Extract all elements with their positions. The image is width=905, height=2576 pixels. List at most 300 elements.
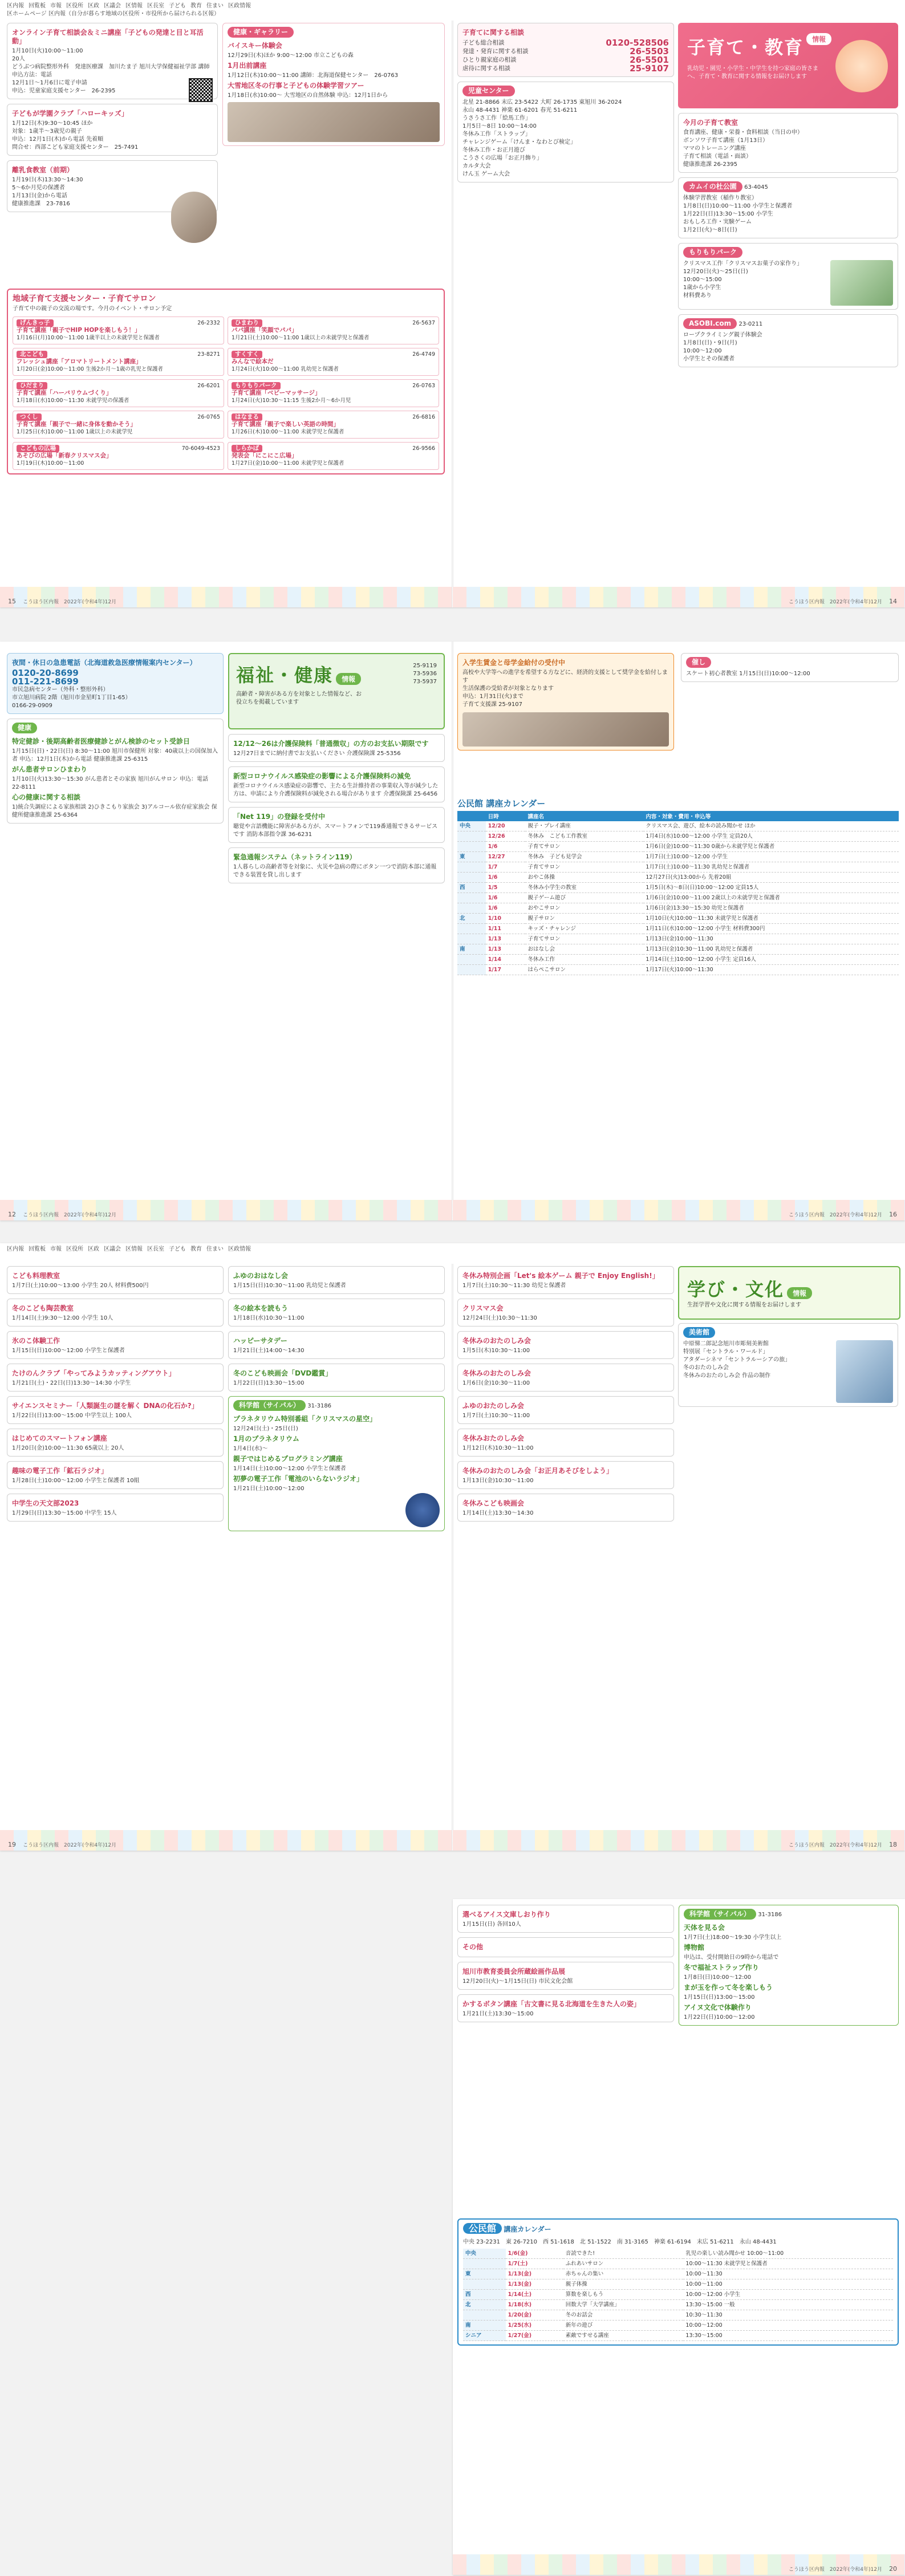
footer-right [453, 1830, 905, 1851]
s3-left-item-detail: 1月14日(土)9:30～12:00 小学生 10人 [12, 1315, 113, 1321]
s3-mid-item-title: ふゆのおはなし会 [233, 1272, 289, 1280]
cal-row [457, 821, 899, 831]
morimori-line: 1歳から小学生 [683, 285, 721, 291]
page-number: 14 [889, 598, 897, 605]
cal-date: 1/17 [486, 965, 526, 975]
s3-right-item-title: 冬休みこども映画会 [462, 1499, 525, 1507]
science-item-detail: 1月7日(土)18:00～19:30 小学生以上 [684, 1934, 782, 1941]
child-illustration [835, 40, 888, 92]
s4-left-item [457, 1994, 674, 2022]
senior-line: けん玉 ゲーム大会 [462, 171, 510, 177]
museum-line: 冬のおたのしみ会 [683, 1365, 729, 1371]
k-row [463, 2269, 893, 2279]
christmas-photo [830, 260, 893, 306]
k-org: 中央 [463, 2249, 506, 2259]
online-line: 12月1日～1月6日に電子申請 [12, 80, 87, 86]
health-item-detail: 1月18日(水)10:00～ 大雪地区の自然体験 申込：12月1日から [228, 92, 388, 99]
kominkan-sub: 講座カレンダー [504, 2225, 551, 2233]
k-detail: 13:30～15:00 [683, 2331, 893, 2341]
center-tel: 26-0765 [197, 414, 220, 420]
science-tag: 科学館（サイパル） [684, 1909, 756, 1920]
s3-right-item-title: 冬休みのおたのしみ会 [462, 1369, 531, 1377]
nav-link[interactable]: 区内報 [7, 1246, 24, 1252]
science-box-2 [679, 1905, 899, 2026]
nav-link[interactable]: 区長室 [147, 3, 164, 9]
senior-line: 永山 48-4431 神楽 61-6201 春光 51-6211 [462, 107, 578, 113]
s3-right-item-detail: 1月5日(木)10:30～11:00 [462, 1348, 530, 1354]
center-card [13, 411, 224, 439]
science-item-detail: 1月14日(土)10:00～12:00 小学生と保護者 [233, 1466, 346, 1472]
fukushi-item-title: 12/12～26は介護保険料「普通徴収」の方のお支払い期限です [233, 740, 429, 748]
s3-mid-item [228, 1299, 445, 1326]
building-illustration [462, 712, 669, 747]
center-event: 子育て講座「ベビーマッサージ」 [232, 390, 321, 396]
museum-line: 冬休みのおたのしみ会 作品の制作 [683, 1373, 771, 1379]
kenko-tag: 健康 [12, 723, 37, 733]
center-card-head [232, 445, 435, 452]
footer-right [453, 2554, 905, 2575]
center-card [13, 379, 224, 407]
science-item-detail: 1月22日(日)10:00～12:00 [684, 2014, 755, 2021]
nav-link[interactable]: 区役所 [66, 1246, 83, 1252]
s4-left-item-detail: 12月20日(火)～1月15日(日) 市民文化会館 [462, 1978, 573, 1985]
science-item-title: 天体を見る会 [684, 1924, 725, 1932]
nav-link[interactable]: 区長室 [147, 1246, 164, 1252]
spread-3 [0, 1243, 905, 1851]
cal-head-cell: 講座名 [525, 811, 643, 821]
page-info: こうほう区内報 2022年(令和4年)12月 [788, 599, 882, 605]
museum-line: アタダーシネマ「セントラルーシアの旅」 [683, 1357, 791, 1363]
k-name: 赤ちゃんの集い [563, 2269, 684, 2279]
s3-mid-item [228, 1364, 445, 1392]
cal-org [457, 934, 486, 944]
fukushi-badge: 情報 [336, 673, 361, 685]
s3-right-item [457, 1396, 674, 1424]
banner-sub: 乳幼児・園児・小学生・中学生を持つ家庭の皆さまへ、子育て・教育に関する情報をお届けします [687, 66, 818, 80]
night-title: 夜間・休日の急患電話（北海道救急医療情報案内センター） [12, 659, 197, 667]
nav-link[interactable]: 区内報 [7, 3, 24, 9]
k-org: 西 [463, 2290, 506, 2300]
cal-org [457, 903, 486, 914]
cal-date: 1/6 [486, 903, 526, 914]
phone-name: 発達・発育に関する相談 [462, 48, 529, 55]
center-event: 子育て講座「親子で一緒に身体を動かそう」 [17, 421, 136, 428]
nav-homepage: 区ホームページ 区内報（自分が暮らす地域の区役所・市役所から届けられる区報） [7, 11, 220, 17]
center-detail: 1月25日(水)10:00～11:00 1歳以上の未就学児 [17, 429, 133, 435]
center-name: しらかば [232, 445, 262, 452]
nav-link[interactable]: 区政 [88, 3, 99, 9]
edu-line: ボンソワ子育て講座（1月13日） [683, 137, 769, 144]
cal-row [457, 873, 899, 883]
phone-name: 子ども総合相談 [462, 39, 505, 46]
senior-line: 冬休み工作「ストラップ」 [462, 131, 531, 137]
center-name: 北こども [17, 351, 47, 358]
kamuy-line: 1月2日(火)～8日(日) [683, 227, 737, 233]
nav-link[interactable]: 区情報 [125, 3, 143, 9]
center-event: 発表会「にこにこ広場」 [232, 452, 298, 459]
s3-right-item-detail: 1月14日(土)13:30～14:30 [462, 1510, 534, 1516]
center-tel: 26-6816 [412, 414, 435, 420]
kamuy-box [678, 177, 898, 238]
center-card-head [232, 413, 435, 421]
nav-link[interactable]: 区政情報 [228, 1246, 251, 1252]
k-row [463, 2310, 893, 2321]
culture-title: 学び・文化 [687, 1279, 785, 1300]
edu-line: 子育て相談（電話・面談） [683, 153, 752, 160]
cal-date: 1/5 [486, 883, 526, 893]
infant-line: 5～6か月児の保護者 [12, 185, 65, 191]
cal-org: 東 [457, 852, 486, 862]
fukushi-item-detail: 1人暮らしの高齢者等を対象に、火災や急病の際にボタン一つで消防本部に通報できる装置を貸し出します [233, 864, 437, 878]
cal-date: 1/11 [486, 924, 526, 934]
center-card [228, 348, 439, 376]
s3-mid-item-detail: 1月22日(日)13:30～15:00 [233, 1380, 305, 1386]
cal-org [457, 842, 486, 852]
senior-line: 冬休み工作・お正月遊び [462, 147, 525, 153]
center-name: ひだまり [17, 382, 47, 390]
fukushi-tel1: 25-9119 [413, 663, 437, 669]
health-item-title: バイスキー体験会 [228, 42, 282, 50]
footer-left [0, 1830, 452, 1851]
s3-left-item-title: 中学生の天文部2023 [12, 1499, 79, 1507]
cal-detail: クリスマス会、遊び、絵本の読み聞かせ ほか [643, 821, 899, 831]
kominkan-tel: 永山 48-4431 [739, 2239, 777, 2245]
page-number: 16 [889, 1211, 897, 1218]
k-detail: 10:00～12:00 [683, 2321, 893, 2331]
cal-org: 中央 [457, 821, 486, 831]
ikuji-sub: 子育て中の親子の交流の場です。今月のイベント・サロン予定 [13, 306, 172, 312]
welfare-line: 子育て支援課 25-9107 [462, 701, 522, 708]
center-detail: 1月20日(金)10:00～11:00 生後2か月～1歳の乳児と保護者 [17, 366, 163, 372]
center-card-head [17, 319, 220, 327]
s3-right-item [457, 1299, 674, 1326]
online-line: 1月10日(火)10:00～11:00 [12, 48, 83, 54]
cal-name: キッズ・チャレンジ [525, 924, 643, 934]
center-card-head [17, 445, 220, 452]
k-date: 1/13(金) [506, 2279, 563, 2290]
health-item-detail: 1月12日(木)10:00～11:00 講師：北海道保健センター 26-0763 [228, 72, 399, 79]
fukushi-item-detail: 新型コロナウイルス感染症の影響で、主たる生計維持者の事業収入等が減少した方は、申請により介護保険料が減免される場合があります 介護保険課 25-6456 [233, 783, 439, 797]
asobi-box [678, 314, 898, 367]
top-nav [7, 1246, 898, 1253]
cal-row [457, 934, 899, 944]
page-19 [0, 1264, 452, 1851]
center-detail: 1月24日(火)10:30～11:15 生後2か月～6か月児 [232, 397, 351, 404]
phone-name: ひとり親家庭の相談 [462, 56, 517, 63]
cal-date: 1/6 [486, 842, 526, 852]
center-event: 子育て講座「ハーバリウムづくり」 [17, 390, 112, 396]
fukushi-tel2: 73-5936 [413, 671, 437, 677]
nav-link[interactable]: 区政 [88, 1246, 99, 1252]
cal-org: 北 [457, 914, 486, 924]
infant-line: 健康推進課 23-7816 [12, 201, 70, 207]
center-card [228, 379, 439, 407]
k-row [463, 2290, 893, 2300]
nav-link[interactable]: 市報 [50, 1246, 62, 1252]
tour-photo [228, 102, 440, 142]
online-line: 20人 [12, 56, 25, 62]
nav-link[interactable]: 教育 [190, 1246, 202, 1252]
cal-org [457, 893, 486, 903]
science-item-title: 1月のプラネタリウム [233, 1435, 299, 1443]
nav-link[interactable]: 回覧板 [29, 1246, 46, 1252]
cal-date: 1/13 [486, 944, 526, 955]
museum-box [678, 1323, 898, 1407]
nav-link[interactable]: 教育 [190, 3, 202, 9]
kamuy-tag: カムイの杜公園 [683, 181, 742, 192]
health-item-title: 1月出前講座 [228, 62, 267, 70]
spread-1 [0, 0, 905, 607]
senior-line: チャレンジゲーム「けんま・なわとび検定」 [462, 139, 576, 145]
cal-date: 1/6 [486, 893, 526, 903]
k-date: 1/13(金) [506, 2269, 563, 2279]
center-card-head [232, 351, 435, 358]
cal-detail: 1月6日(金)13:30～15:30 幼児と保護者 [643, 903, 899, 914]
s3-mid-item-title: 冬のこども映画会「DVD鑑賞」 [233, 1369, 332, 1377]
cal-head-cell: 日時 [486, 811, 526, 821]
center-detail: 1月18日(水)10:00～11:30 未就学児の保護者 [17, 397, 129, 404]
cal-row [457, 955, 899, 965]
nav-link[interactable]: 回覧板 [29, 3, 46, 9]
s4-left-item [457, 1905, 674, 1933]
center-detail: 1月21日(土)10:00～11:00 1歳以上の未就学児と保護者 [232, 335, 370, 341]
cal-name: 親子サロン [525, 914, 643, 924]
science-item-detail: 1月15日(日)13:00～15:00 [684, 1994, 755, 2001]
cal-name: 子育てサロン [525, 842, 643, 852]
s3-mid-item-title: ハッピーサタデー [233, 1337, 287, 1345]
s3-left-item-detail: 1月20日(金)10:00～11:30 65歳以上 20人 [12, 1445, 124, 1451]
nav-link[interactable]: 子ども [169, 1246, 186, 1252]
senior-line: こうさくの広場「お正月飾り」 [462, 155, 542, 161]
night-box [7, 653, 224, 714]
cal-row [457, 965, 899, 975]
science-item-title: 親子ではじめるプログラミング講座 [233, 1455, 343, 1463]
fukushi-banner [228, 653, 445, 729]
cal-org [457, 924, 486, 934]
s3-left-item-title: サイエンスセミナー「人類誕生の謎を解く DNAの化石か?」 [12, 1402, 198, 1410]
s3-right-item-detail: 12月24日(土)10:30～11:30 [462, 1315, 537, 1321]
center-event: フレッシュ講座「アロマトリートメント講座」 [17, 358, 142, 365]
nav-link[interactable]: 区政情報 [228, 3, 251, 9]
cal-date: 12/20 [486, 821, 526, 831]
morimori-line: 10:00～15:00 [683, 277, 722, 283]
nav-link[interactable]: 市報 [50, 3, 62, 9]
asobi-line: 1月8日(日)・9日(月) [683, 340, 737, 346]
fukushi-item-title: 緊急通報システム（ネットライン119） [233, 853, 356, 861]
s3-left-item-detail: 1月21日(土)・22日(日)13:30～14:30 小学生 [12, 1380, 131, 1386]
cal-name: おやこ体操 [525, 873, 643, 883]
k-name: 音読できた! [563, 2249, 684, 2259]
science-item-detail: 1月4日(水)～ [233, 1446, 268, 1452]
cal-row [457, 862, 899, 873]
center-tel: 26-6201 [197, 383, 220, 389]
culture-sub: 生涯学習や文化に関する情報をお届けします [687, 1302, 801, 1308]
k-name: 算数を楽しもう [563, 2290, 684, 2300]
kamuy-line: 1月22日(日)13:30～15:00 小学生 [683, 211, 773, 217]
kominkan-tel: 西 51-1618 [542, 2239, 574, 2245]
s4-left-item-title: その他 [462, 1943, 484, 1951]
spread-2 [0, 642, 905, 1220]
nav-link[interactable]: 区役所 [66, 3, 83, 9]
page-12 [0, 642, 452, 1220]
kenko-item-detail: 1月15日(日)・22日(日) 8:30～11:00 旭川市保健所 対象：40歳以上の国保加入者 申込：12月1日(木)から電話 健康推進課 25-6315 [12, 748, 218, 762]
k-org [463, 2310, 506, 2321]
science-item-title: 博物館 [684, 1944, 705, 1952]
cal-detail: 1月7日(土)10:00～12:00 小学生 [643, 852, 899, 862]
nav-link[interactable]: 区議会 [104, 3, 121, 9]
kominkan-tel: 南 31-3165 [616, 2239, 648, 2245]
k-name: ふれあいサロン [563, 2259, 684, 2269]
k-detail: 10:30～11:30 [683, 2310, 893, 2321]
cal-org [457, 965, 486, 975]
center-tel: 26-9566 [412, 445, 435, 452]
online-consult-box [7, 23, 218, 99]
cal-detail: 1月11日(水)10:00～12:00 小学生 材料費300円 [643, 924, 899, 934]
page-number: 15 [8, 598, 16, 605]
top-nav [7, 2, 898, 18]
s3-right-item-title: ふゆのおたのしみ会 [462, 1402, 525, 1410]
cal-date: 12/26 [486, 831, 526, 842]
statue-photo [836, 1340, 893, 1403]
welfare-line: 生活保護の受給者が対象となります [462, 685, 554, 692]
kamuy-line: おもしろ工作・実験ゲーム [683, 219, 752, 225]
welfare-title: 入学生賃金と母学金給付の受付中 [462, 659, 566, 667]
edu-line: ママのトレーニング講座 [683, 145, 746, 152]
cal-org [457, 862, 486, 873]
fukushi-sub: 高齢者・障害がある方を対象とした情報など、お役立ちを掲載しています [236, 691, 362, 705]
s3-left-item-title: 冬のこども陶芸教室 [12, 1304, 74, 1312]
cal-name: 冬休み 子ども見学会 [525, 852, 643, 862]
infant-title: 離乳食教室（前期） [12, 166, 74, 174]
cal-name: 冬休み こども工作教室 [525, 831, 643, 842]
nav-link[interactable]: 住まい [206, 1246, 224, 1252]
k-detail: 10:00～11:30 未就学児と保護者 [683, 2259, 893, 2269]
cal-org [457, 831, 486, 842]
nav-link[interactable]: 住まい [206, 3, 224, 9]
nav-link[interactable]: 区情報 [125, 1246, 143, 1252]
edu-title: 今月の子育て教室 [683, 119, 738, 127]
center-card-head [17, 382, 220, 390]
s3-right-item [457, 1494, 674, 1522]
cal-row [457, 944, 899, 955]
s4-left-item-title: かするボタン講座「古文書に見る北海道を生きた人の姿」 [462, 2000, 641, 2008]
s3-right-item [457, 1266, 674, 1294]
page-16 [453, 642, 905, 1220]
science-item-detail: 1月21日(土)10:00～12:00 [233, 1486, 305, 1492]
center-event: 子育て講座「親子でHIP HOPを楽しもう！」 [17, 327, 141, 334]
s3-right-item-title: 冬休みおたのしみ会 [462, 1434, 525, 1442]
k-row [463, 2249, 893, 2259]
health-box [222, 23, 445, 146]
cal-name: おやこサロン [525, 903, 643, 914]
s3-right-item-title: クリスマス会 [462, 1304, 504, 1312]
fukushi-item [228, 807, 445, 843]
cal-head-org [457, 811, 486, 821]
center-tel: 70-6049-4523 [181, 445, 220, 452]
welfare-box [457, 653, 674, 751]
cal-row [457, 842, 899, 852]
center-detail: 1月19日(木)10:00～11:00 [17, 460, 84, 466]
page-number: 20 [889, 2565, 897, 2573]
k-row [463, 2259, 893, 2269]
kominkan-tel: 北 51-1522 [579, 2239, 611, 2245]
club-title: 子どもが学園クラブ「ハローキッズ」 [12, 109, 128, 117]
kenko-item-detail: 1月10日(火)13:30～15:30 がん患者とその家族 旭川がんサロン 申込：電話 22-8111 [12, 776, 209, 790]
asobi-tel: 23-0211 [738, 321, 763, 327]
s3-mid-item [228, 1331, 445, 1359]
cal-name: 子育てサロン [525, 862, 643, 873]
science-tel: 31-3186 [758, 1912, 782, 1918]
k-org [463, 2259, 506, 2269]
museum-tag: 美術館 [683, 1327, 715, 1338]
s3-right-item [457, 1364, 674, 1392]
center-card [13, 317, 224, 344]
center-name: もりもりパーク [232, 382, 281, 390]
cal-org: 南 [457, 944, 486, 955]
s3-mid-item-detail: 1月15日(日)10:30～11:00 乳幼児と保護者 [233, 1283, 346, 1289]
senior-line: 北星 21-8866 末広 23-5422 大町 26-1735 東旭川 36-2024 [462, 99, 622, 106]
cal-row [457, 852, 899, 862]
cal-org: 西 [457, 883, 486, 893]
k-row [463, 2321, 893, 2331]
asobi-line: ロープクライミング親子体験会 [683, 332, 762, 338]
science-item-title: 初夢の電子工作「電池のいらないラジオ」 [233, 1475, 364, 1483]
museum-line: 特別展「セントラル・ワールド」 [683, 1349, 769, 1355]
nav-items [7, 2, 898, 10]
s3-left-item [7, 1461, 224, 1489]
center-card-head [17, 413, 220, 421]
morimori-box [678, 243, 898, 310]
center-name: こどもの広場 [17, 445, 59, 452]
cal-date: 1/10 [486, 914, 526, 924]
k-row [463, 2300, 893, 2310]
science-item-title: アイヌ文化で体験作り [684, 2003, 752, 2011]
center-card [228, 411, 439, 439]
cal-row [457, 893, 899, 903]
s3-left-item-detail: 1月22日(日)13:00～15:00 中学生以上 100人 [12, 1413, 132, 1419]
s3-right-item-detail: 1月12日(木)10:30～11:00 [462, 1445, 534, 1451]
s3-left-item [7, 1364, 224, 1392]
center-tel: 26-2332 [197, 320, 220, 326]
page-15 [0, 21, 452, 607]
welfare-line: 高校や大学等への進学を希望する方などに、経済的支援として奨学金を給付します [462, 670, 668, 684]
s4-left-item-title: 選べるアイス文庫しおり作り [462, 1910, 551, 1918]
cal-name: はらぺこサロン [525, 965, 643, 975]
kamuy-line: 体験学習教室（稲作り教室） [683, 195, 757, 201]
kenko-item-title: 特定健診・後期高齢者医療健診とがん検診のセット受診日 [12, 737, 190, 745]
fukushi-item [228, 847, 445, 883]
page-info: こうほう区内報 2022年(令和4年)12月 [23, 1212, 117, 1218]
cal-row [457, 914, 899, 924]
nav-link[interactable]: 子ども [169, 3, 186, 9]
cal-date: 1/14 [486, 955, 526, 965]
k-detail: 乳児の楽しい読み聞かせ 10:00～11:00 [683, 2249, 893, 2259]
edu-box [678, 113, 898, 173]
phone-number: 0120-528506 [606, 38, 669, 48]
center-name: ひまわり [232, 319, 262, 327]
s3-right-item [457, 1461, 674, 1489]
fukushi-item-detail: 聴覚や言語機能に障害がある方が、スマートフォンで119番通報できるサービスです 消防本部指令課 36-6231 [233, 823, 438, 838]
science-item-title: 冬で福祉ストラップ作り [684, 1964, 759, 1971]
club-box [7, 104, 218, 156]
s3-right-item-title: 冬休みのおたのしみ会 [462, 1337, 531, 1345]
k-detail: 10:00～11:30 [683, 2269, 893, 2279]
kominkan-box [457, 2218, 899, 2346]
night-line: 市立旭川病院 2階（旭川市金星町1丁目1-65） [12, 695, 131, 701]
cal-detail: 1月17日(火)10:00～11:30 [643, 965, 899, 975]
nav-link[interactable]: 区議会 [104, 1246, 121, 1252]
center-card [228, 317, 439, 344]
